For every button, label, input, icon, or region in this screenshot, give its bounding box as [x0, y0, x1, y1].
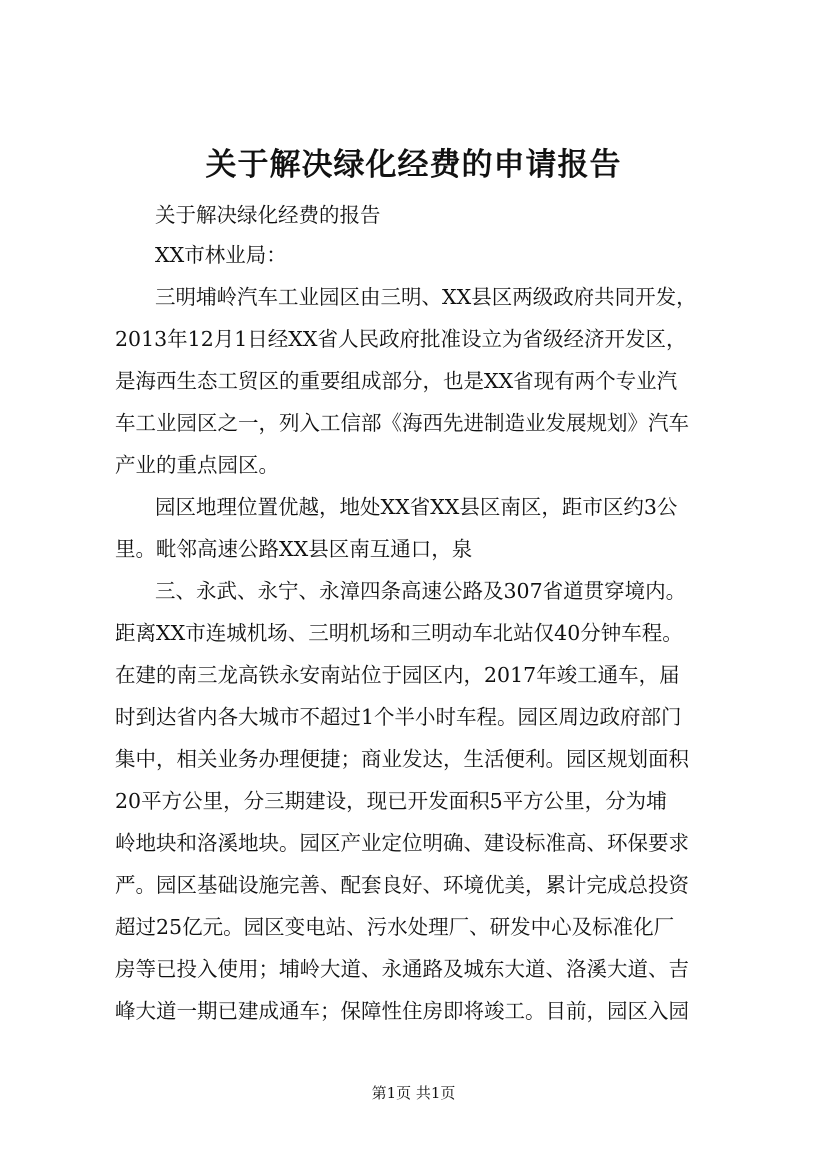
body-line: 是海西生态工贸区的重要组成部分，也是XX省现有两个专业汽: [115, 369, 678, 393]
body-line: 超过25亿元。园区变电站、污水处理厂、研发中心及标准化厂: [115, 915, 675, 939]
body-line: 岭地块和洛溪地块。园区产业定位明确、建设标准高、环保要求: [115, 831, 689, 855]
body-line: 产业的重点园区。: [115, 453, 279, 477]
body-line: 园区地理位置优越，地处XX省XX县区南区，距市区约3公: [155, 495, 678, 519]
body-line: 在建的南三龙高铁永安南站位于园区内，2017年竣工通车，届: [115, 663, 680, 687]
body-line: 时到达省内各大城市不超过1个半小时车程。园区周边政府部门: [115, 705, 682, 729]
body-line: 峰大道一期已建成通车；保障性住房即将竣工。目前，园区入园: [115, 999, 689, 1023]
body-line: 距离XX市连城机场、三明机场和三明动车北站仅40分钟车程。: [115, 621, 683, 645]
subtitle-line: 关于解决绿化经费的报告: [155, 203, 381, 227]
body-line: 三、永武、永宁、永漳四条高速公路及307省道贯穿境内。: [155, 579, 687, 603]
body-line: 房等已投入使用；埔岭大道、永通路及城东大道、洛溪大道、吉: [115, 957, 689, 981]
document-title: 关于解决绿化经费的申请报告: [205, 147, 622, 183]
body-line: 里。毗邻高速公路XX县区南互通口，泉: [115, 537, 473, 561]
body-line: 严。园区基础设施完善、配套良好、环境优美，累计完成总投资: [115, 873, 689, 897]
body-line: 车工业园区之一，列入工信部《海西先进制造业发展规划》汽车: [115, 411, 689, 435]
body-line: 三明埔岭汽车工业园区由三明、XX县区两级政府共同开发，: [155, 285, 697, 309]
addressee-line: XX市林业局：: [155, 243, 287, 267]
page-number-footer: 第1页 共1页: [371, 1084, 456, 1102]
body-line: 20平方公里，分三期建设，现已开发面积5平方公里，分为埔: [115, 789, 667, 813]
body-line: 集中，相关业务办理便捷；商业发达，生活便利。园区规划面积: [115, 747, 689, 771]
body-line: 2013年12月1日经XX省人民政府批准设立为省级经济开发区，: [115, 327, 687, 351]
